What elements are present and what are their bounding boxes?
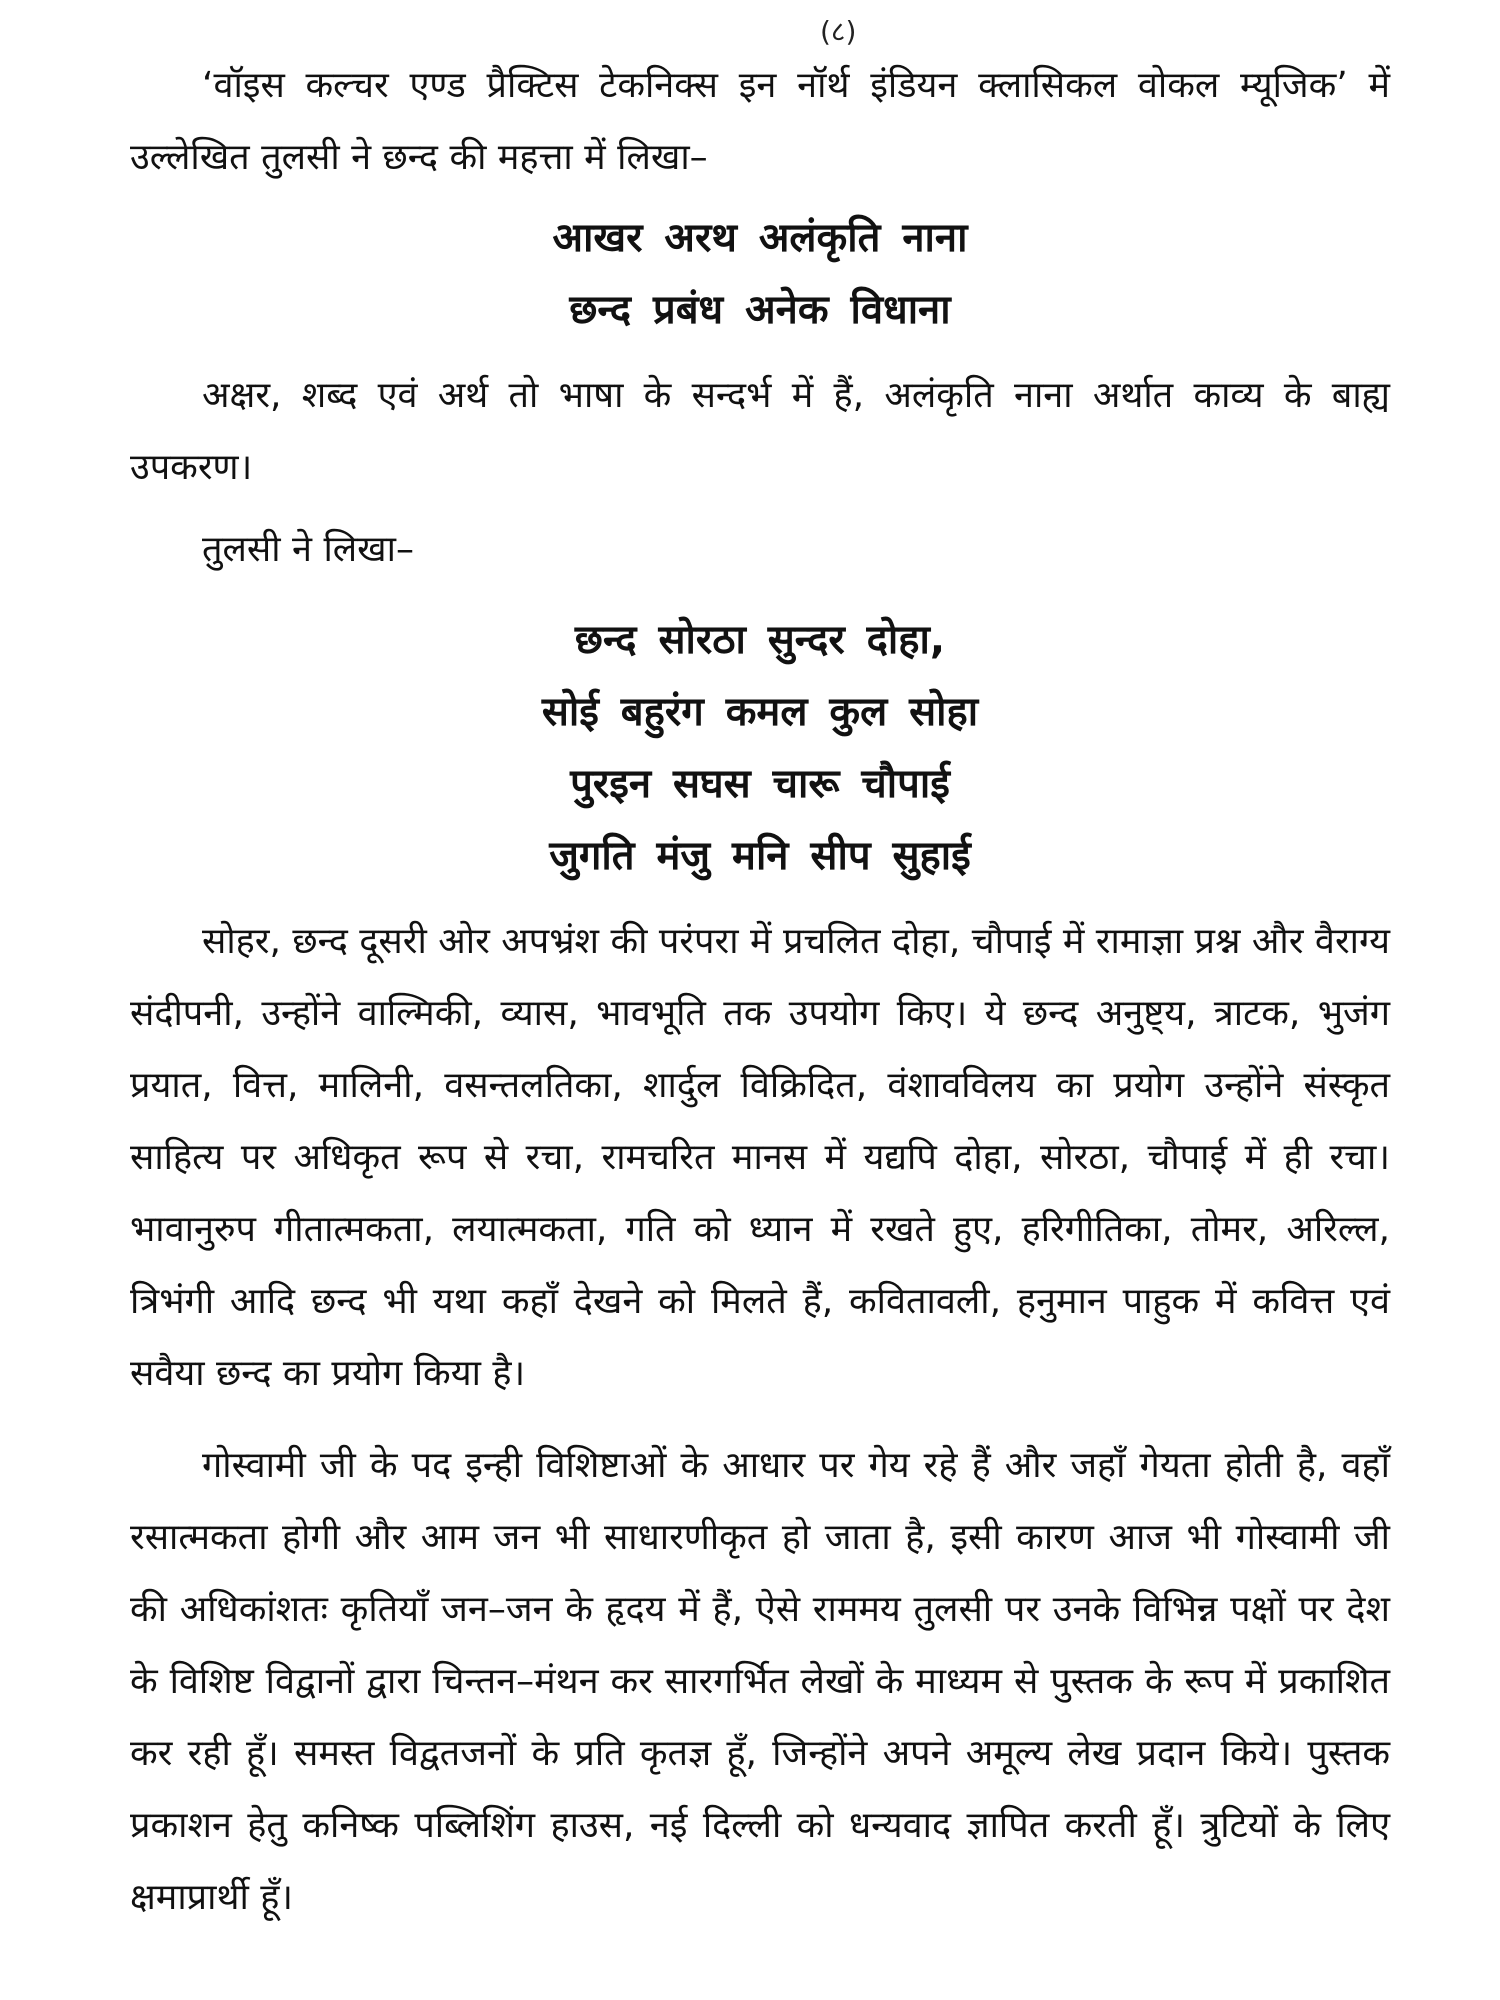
tulsi-wrote-line: तुलसी ने लिखा– xyxy=(202,529,414,570)
sohar-paragraph: सोहर, छन्द दूसरी ओर अपभ्रंश की परंपरा में प्रचलित दोहा, चौपाई में रामाज्ञा प्रश्न और वैराग्य संदीपनी, उन्होंने वाल्मिकी, व्यास, भावभूति तक उपयोग किए। ये छन्द अनुष्ट्य, त्राटक, भुजंग प्रयात, वित्त, मालिनी, वसन्तलतिका, शार्दुल विक्रिदित, वंशावविलय का प्रयोग उन्होंने संस्कृत साहित्य पर अधिकृत रूप से रचा, रामचरित मानस में यद्यपि दोहा, सोरठा, चौपाई में ही रचा। भावानुरुप गीतात्मकता, लयात्मकता, गति को ध्यान में रखते हुए, हरिगीतिका, तोमर, अरिल्ल, त्रिभंगी आदि छन्द भी यथा कहाँ देखने को मिलते हैं, कवितावली, हनुमान पाहुक में कवित्त एवं सवैया छन्द का प्रयोग किया है। xyxy=(130,921,1390,1394)
document-page xyxy=(130,15,1390,1980)
goswami-paragraph: गोस्वामी जी के पद इन्ही विशिष्टाओं के आधार पर गेय रहे हैं और जहाँ गेयता होती है, वहाँ रसात्मकता होगी और आम जन भी साधारणीकृत हो जाता है, इसी कारण आज भी गोस्वामी जी की अधिकांशतः कृतियाँ जन–जन के हृदय में हैं, ऐसे राममय तुलसी पर उनके विभिन्न पक्षों पर देश के विशिष्ट विद्वानों द्वारा चिन्तन–मंथन कर सारगर्भित लेखों के माध्यम से पुस्तक के रूप में प्रकाशित कर रही हूँ। समस्त विद्वतजनों के प्रति कृतज्ञ हूँ, जिन्होंने अपने अमूल्य लेख प्रदान किये। पुस्तक प्रकाशन हेतु कनिष्क पब्लिशिंग हाउस, नई दिल्ली को धन्यवाद ज्ञापित करती हूँ। त्रुटियों के लिए क्षमाप्रार्थी हूँ। xyxy=(130,1445,1390,1918)
akshar-paragraph: अक्षर, शब्द एवं अर्थ तो भाषा के सन्दर्भ में हैं, अलंकृति नाना अर्थात काव्य के बाह्य उपकरण। xyxy=(130,375,1390,488)
verse-block-1 xyxy=(130,202,1390,346)
intro-paragraph: ‘वॉइस कल्चर एण्ड प्रैक्टिस टेकनिक्स इन नॉर्थ इंडियन क्लासिकल वोकल म्यूजिक’ में उल्लेखित तुलसी ने छन्द की महत्ता में लिखा– xyxy=(130,65,1390,178)
page-number-mark: (८) xyxy=(820,15,857,48)
verse-line: छन्द सोरठा सुन्दर दोहा, xyxy=(574,617,946,663)
verse-block-2 xyxy=(130,604,1390,892)
verse-line: पुरइन सघस चारू चौपाई xyxy=(570,761,950,807)
verse-line: आखर अरथ अलंकृति नाना xyxy=(552,215,968,261)
verse-line: छन्द प्रबंध अनेक विधाना xyxy=(569,287,951,333)
verse-line: जुगति मंजु मनि सीप सुहाई xyxy=(549,833,971,879)
verse-line: सोई बहुरंग कमल कुल सोहा xyxy=(541,689,979,735)
